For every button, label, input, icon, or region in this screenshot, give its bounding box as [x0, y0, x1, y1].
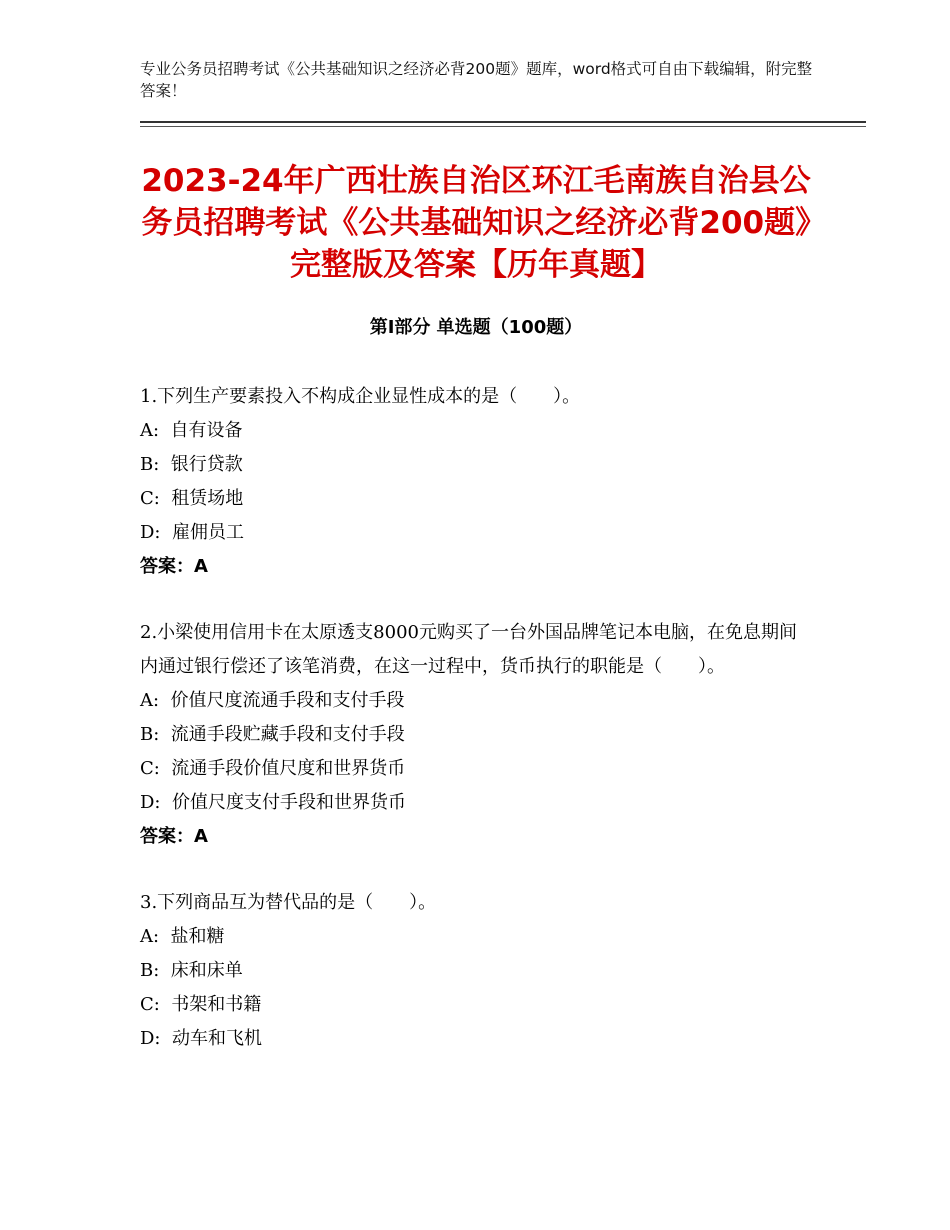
header-note: 专业公务员招聘考试《公共基础知识之经济必背200题》题库，word格式可自由下载编辑，附完整答案！ — [140, 60, 813, 100]
header-divider — [140, 121, 866, 123]
answer-line: 答案：A — [140, 556, 208, 577]
question-1 — [140, 380, 800, 584]
option-b: B: 银行贷款 — [140, 454, 243, 475]
answer-line: 答案：A — [140, 826, 208, 847]
question-list — [140, 380, 800, 1088]
question-stem: 2.小梁使用信用卡在太原透支8000元购买了一台外国品牌笔记本电脑，在免息期间内通过银行偿还了该笔消费，在这一过程中，货币执行的职能是（ ）。 — [140, 622, 797, 677]
option-c: C: 租赁场地 — [140, 488, 244, 509]
option-a: A: 自有设备 — [140, 420, 243, 441]
option-b: B: 床和床单 — [140, 960, 243, 981]
question-stem: 1.下列生产要素投入不构成企业显性成本的是（ ）。 — [140, 386, 581, 407]
section-title: 第Ⅰ部分 单选题（100题） — [369, 317, 583, 338]
option-b: B: 流通手段贮藏手段和支付手段 — [140, 724, 405, 745]
option-d: D: 价值尺度支付手段和世界货币 — [140, 792, 406, 813]
header-divider-thin — [140, 126, 866, 127]
document-title: 2023-24年广西壮族自治区环江毛南族自治县公务员招聘考试《公共基础知识之经济必背200题》完整版及答案【历年真题】 — [141, 163, 811, 283]
question-stem: 3.下列商品互为替代品的是（ ）。 — [140, 892, 437, 913]
option-c: C: 流通手段价值尺度和世界货币 — [140, 758, 406, 779]
option-d: D: 雇佣员工 — [140, 522, 244, 543]
option-d: D: 动车和飞机 — [140, 1028, 262, 1049]
option-a: A: 价值尺度流通手段和支付手段 — [140, 690, 405, 711]
question-2 — [140, 616, 800, 854]
question-3 — [140, 886, 800, 1056]
option-c: C: 书架和书籍 — [140, 994, 262, 1015]
option-a: A: 盐和糖 — [140, 926, 225, 947]
